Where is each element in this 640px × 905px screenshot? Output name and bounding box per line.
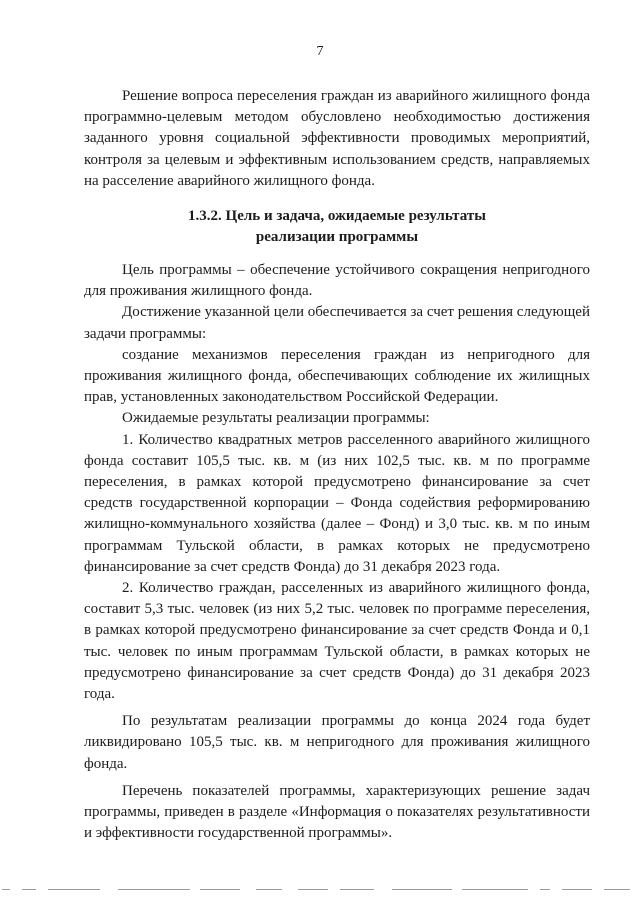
document-body (84, 86, 590, 845)
scan-artifact-line (0, 889, 640, 891)
paragraph-indicators: Перечень показателей программы, характеризующих решение задач программы, приведен в разделе «Информация о показателях результативности и эффективности государственной программы». (84, 782, 590, 842)
paragraph-goal: Цель программы – обеспечение устойчивого сокращения непригодного для проживания жилищного фонда. (84, 262, 590, 300)
paragraph-result-2: 2. Количество граждан, расселенных из аварийного жилищного фонда, составит 5,3 тыс. человек (из них 5,2 тыс. человек по программе переселения, в рамках которой предусмотрено финансирование за счет средств Фонда и 0,1 тыс. человек по иным программам Тульской области, в рамках которых не предусмотрено финансирование за счет средств Фонда) до 31 декабря 2023 года. (84, 580, 590, 703)
paragraph-task: создание механизмов переселения граждан из непригодного для проживания жилищного фонда, обеспечивающих соблюдение их жилищных прав, установленных законодательством Российской Федерации. (84, 346, 590, 406)
section-heading-line-1: 1.3.2. Цель и задача, ожидаемые результаты (188, 208, 486, 225)
page-number: 7 (316, 44, 324, 59)
paragraph-expected-results: Ожидаемые результаты реализации программы: (122, 410, 430, 427)
paragraph-goal-achievement: Достижение указанной цели обеспечивается за счет решения следующей задачи программы: (84, 304, 590, 342)
section-heading (84, 206, 590, 248)
intro-paragraph: Решение вопроса переселения граждан из аварийного жилищного фонда программно-целевым методом обусловлено необходимостью достижения заданного уровня социальной эффективности проводимых мероприятий, контроля за целевым и эффективным использованием средств, направляемых на расселение аварийного жилищного фонда. (84, 88, 590, 189)
paragraph-results-2024: По результатам реализации программы до конца 2024 года будет ликвидировано 105,5 тыс. кв. м непригодного для проживания жилищного фонда. (84, 713, 590, 772)
paragraph-result-1: 1. Количество квадратных метров расселенного аварийного жилищного фонда составит 105,5 тыс. кв. м (из них 102,5 тыс. кв. м по программе переселения, в рамках которой предусмотрено финансирование за счет средств государственной корпорации – Фонда содействия реформированию жилищно-коммунального хозяйства (далее – Фонд) и 3,0 тыс. кв. м по иным программам Тульской области, в рамках которых не предусмотрено финансирование за счет средств Фонда) до 31 декабря 2023 года. (84, 431, 590, 575)
section-heading-line-2: реализации программы (255, 229, 419, 246)
